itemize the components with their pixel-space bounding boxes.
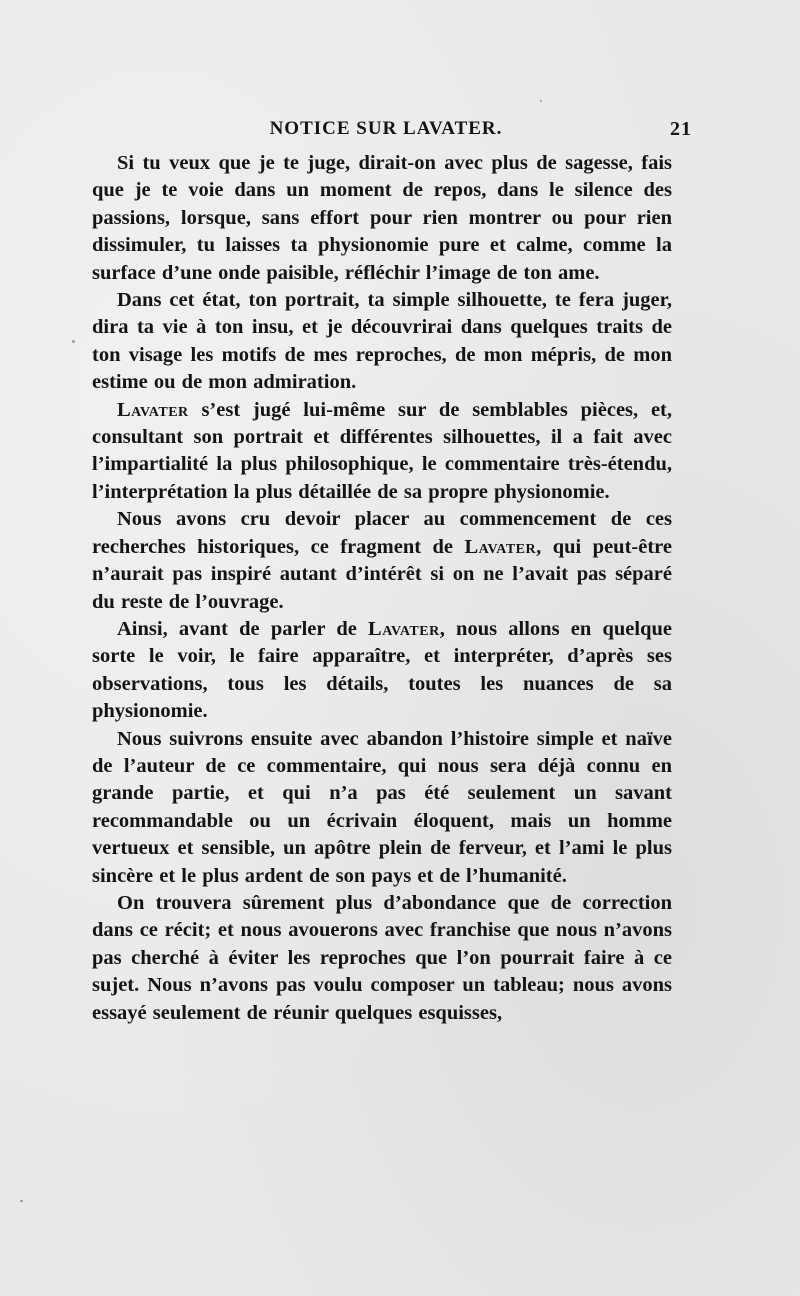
text-run: , nous allons en quelque sorte le voir, le faire apparaître, et interpréter, d’après ses observations, tous les détails, toutes les nuances de sa physionomie. [92, 617, 672, 723]
paper-speck [20, 1200, 23, 1202]
text-run: Nous suivrons ensuite avec abandon l’histoire simple et naïve de l’auteur de ce commentaire, qui nous sera déjà connu en grande partie, et qui n’a pas été seulement un savant recommandable ou un écrivain éloquent, mais un homme vertueux et sensible, un apôtre plein de ferveur, et l’ami le plus sincère et le plus ardent de son pays et de l’humanité. [92, 727, 672, 887]
paragraph [92, 397, 672, 507]
running-head: NOTICE SUR LAVATER. [269, 118, 503, 139]
text-run: Nous avons cru devoir placer au commencement de ces recherches historiques, ce fragment de [92, 508, 672, 558]
text-run: Dans cet état, ton portrait, ta simple silhouette, te fera juger, dira ta vie à ton insu, et je découvrirai dans quelques traits de ton visage les motifs de mes reproches, de mon mépris, de mon estime ou de mon admiration. [92, 289, 672, 394]
paper-speck [540, 100, 542, 102]
text-run: s’est jugé lui-même sur de semblables pièces, et, consultant son portrait et différentes silhouettes, il a fait avec l’impartialité la plus philosophique, le commentaire très-étendu, l’interprétation la plus détaillée de sa propre physionomie. [92, 398, 672, 503]
paragraph [92, 506, 672, 616]
text-run: Si tu veux que je te juge, dirait-on avec plus de sagesse, fais que je te voie dans un moment de repos, dans le silence des passions, lorsque, sans effort pour rien montrer ou pour rien dissimuler, tu laisses ta physionomie pure et calme, comme la surface d’une onde paisible, réfléchir l’image de ton ame. [92, 152, 672, 284]
page-number: 21 [670, 118, 692, 140]
text-run: Ainsi, avant de parler de [117, 617, 369, 640]
author-name: Lavater [464, 535, 537, 558]
paragraph [92, 150, 672, 287]
author-name: Lavater [117, 398, 189, 421]
author-name: Lavater [368, 617, 440, 640]
text-run: , qui peut-être n’aurait pas inspiré autant d’intérêt si on ne l’avait pas séparé du reste de l’ouvrage. [92, 535, 672, 613]
text-run: On trouvera sûrement plus d’abondance que de correction dans ce récit; et nous avouerons avec franchise que nous n’avons pas cherché à éviter les reproches que l’on pourrait faire à ce sujet. Nous n’avons pas voulu composer un tableau; nous avons essayé seulement de réunir quelques esquisses, [92, 891, 672, 1024]
paragraph [92, 726, 672, 890]
page-header [90, 118, 692, 146]
paragraph [92, 890, 672, 1027]
paragraph [92, 287, 672, 397]
body-text [92, 150, 672, 1027]
paper-speck [72, 340, 75, 343]
paragraph [92, 616, 672, 726]
